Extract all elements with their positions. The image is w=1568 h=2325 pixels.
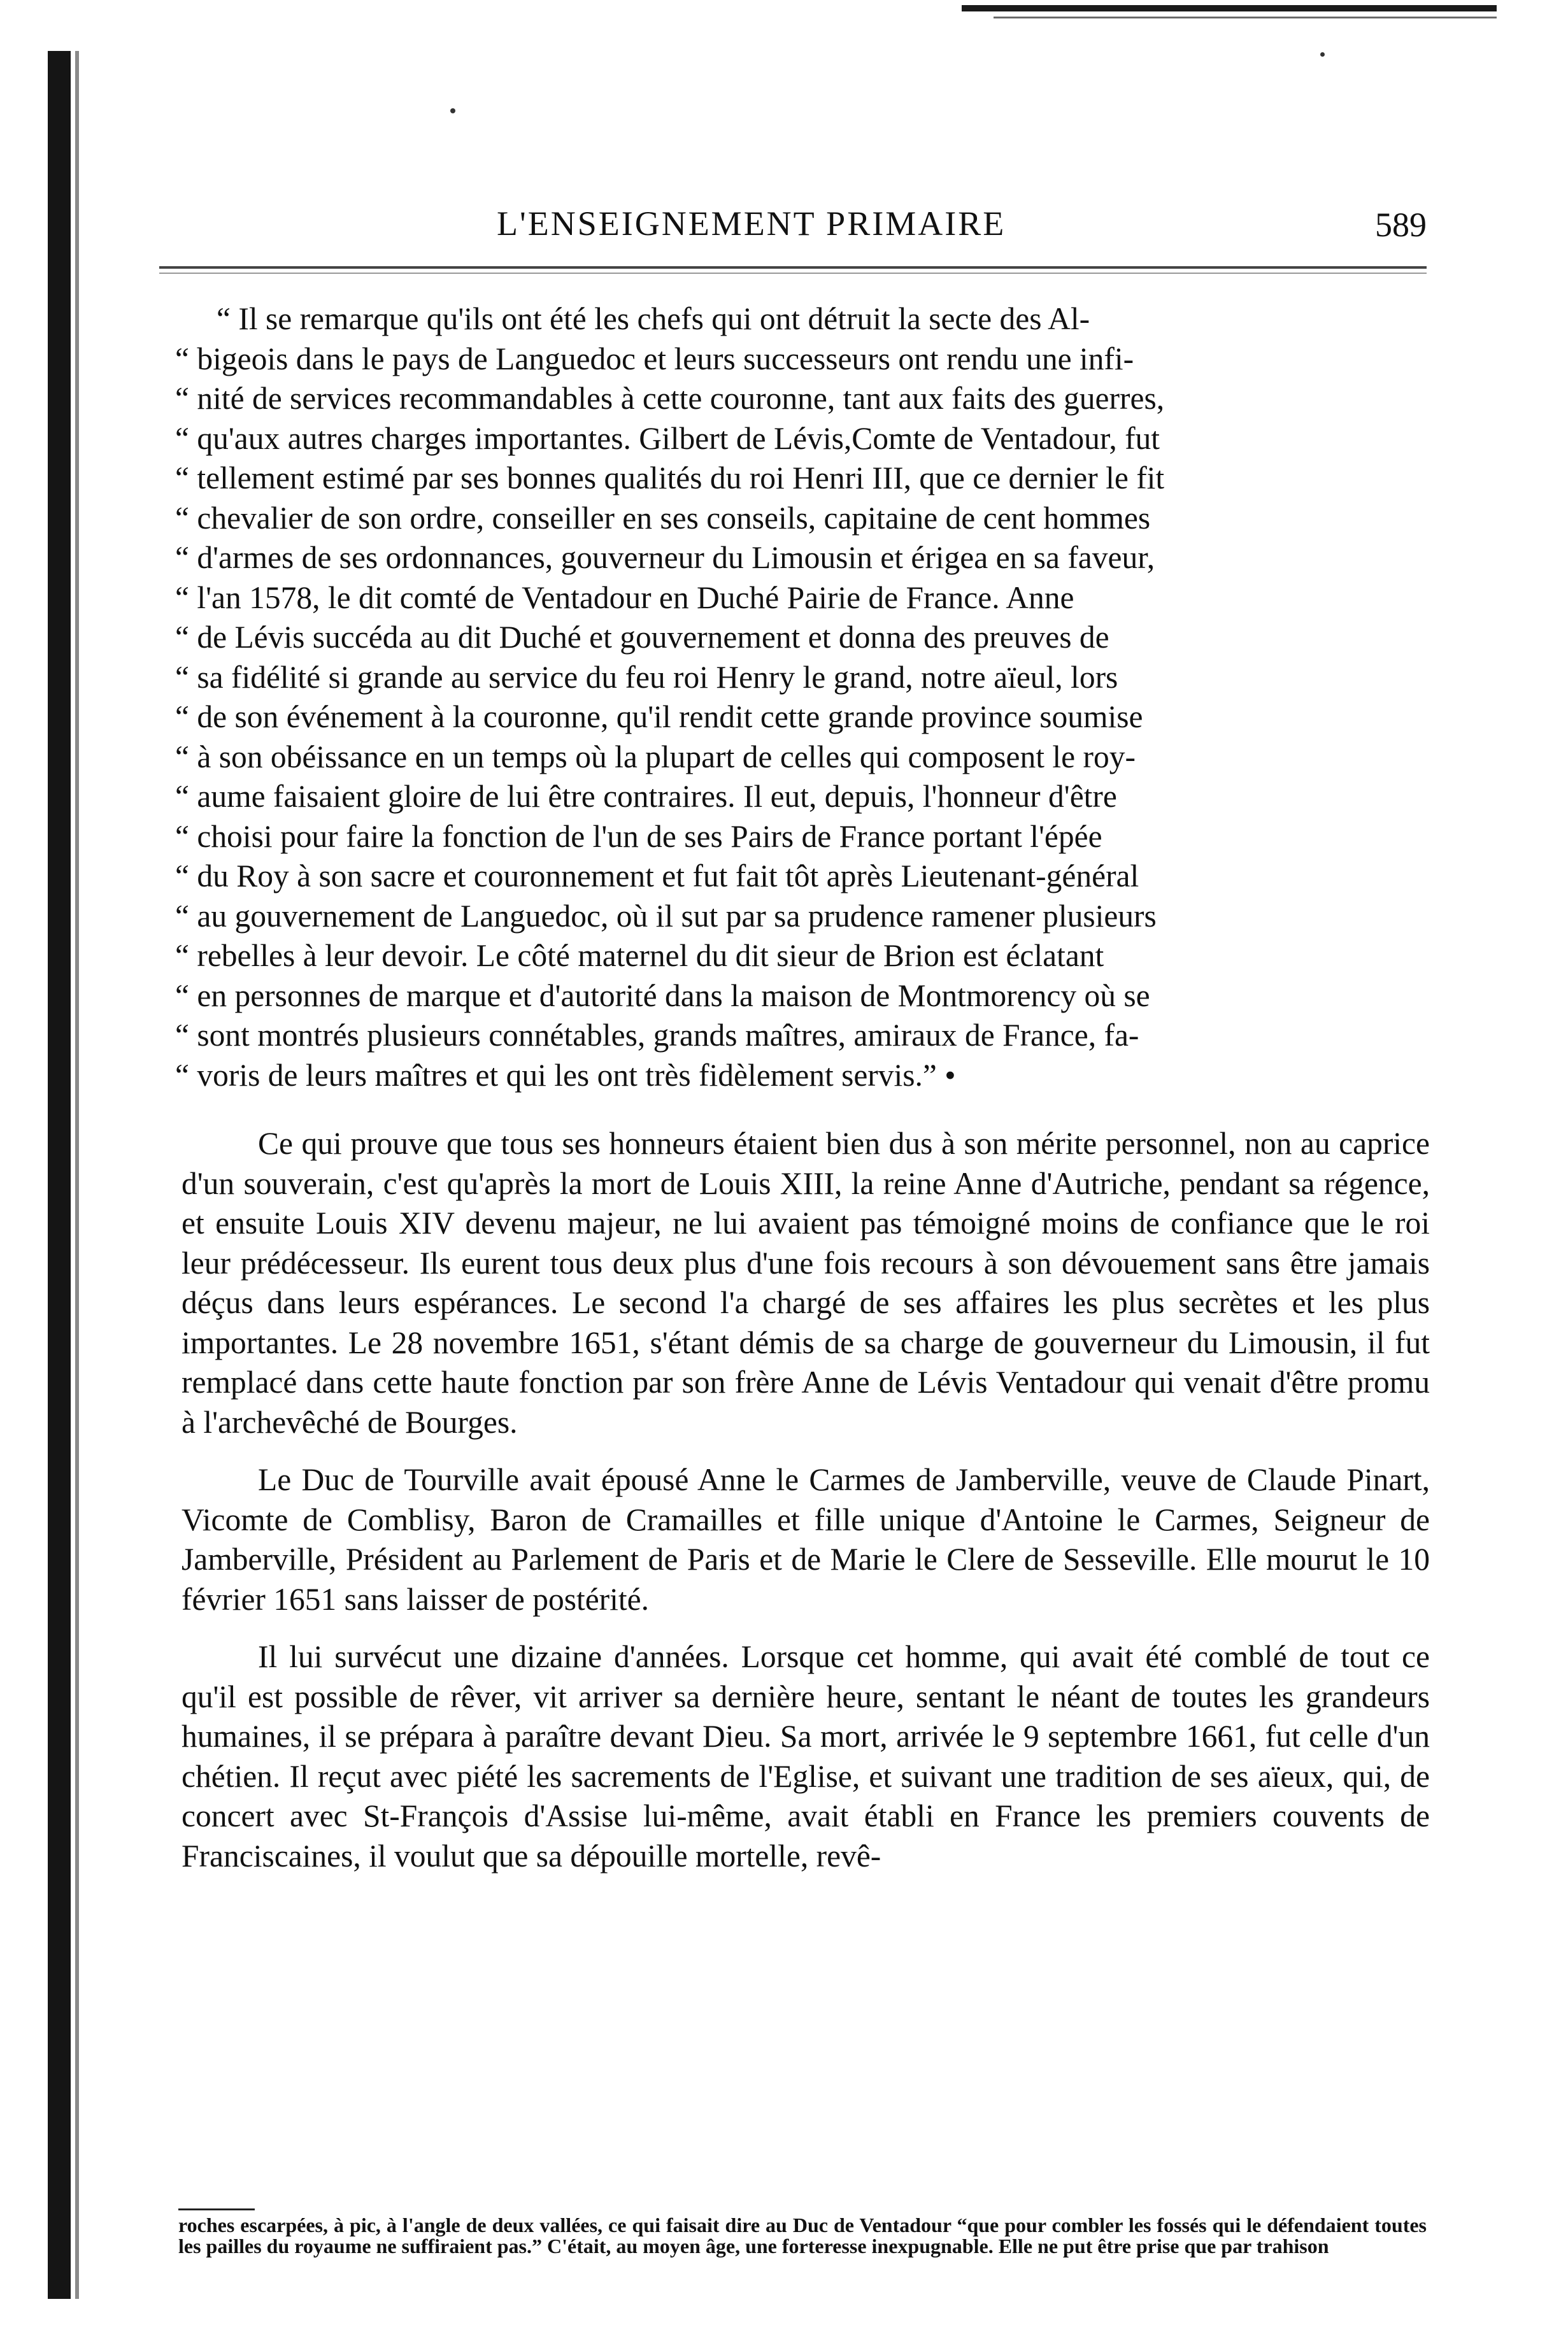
header-rule-thin	[159, 273, 1427, 274]
quote-line: “ Il se remarque qu'ils ont été les chefs qui ont détruit la secte des Al-	[217, 301, 1090, 336]
quote-line: “ de son événement à la couronne, qu'il rendit cette grande province soumise	[175, 699, 1143, 734]
quote-line: “ qu'aux autres charges importantes. Gilbert de Lévis,Comte de Ventadour, fut	[175, 420, 1160, 456]
quote-line: “ tellement estimé par ses bonnes qualités du roi Henri III, que ce dernier le fit	[175, 460, 1165, 495]
page-header	[159, 204, 1427, 248]
quote-line: “ d'armes de ses ordonnances, gouverneur du Limousin et érigea en sa faveur,	[175, 540, 1155, 575]
scan-speck	[450, 108, 455, 113]
scan-speck	[1320, 52, 1325, 57]
quote-line: “ bigeois dans le pays de Languedoc et leurs successeurs ont rendu une infi-	[175, 341, 1134, 376]
quote-line: “ du Roy à son sacre et couronnement et fut fait tôt après Lieutenant-général	[175, 858, 1139, 893]
footnote: roches escarpées, à pic, à l'angle de deux vallées, ce qui faisait dire au Duc de Ventadour “que pour combler les fossés qui le défendaient toutes les pailles du royaume ne suffiraient pas.” C'était, au moyen âge, une forteresse inexpugnable. Elle ne put être prise que par trahison	[178, 2214, 1427, 2257]
body-text	[162, 299, 1430, 1876]
quote-line: “ au gouvernement de Languedoc, où il sut par sa prudence ramener plusieurs	[175, 898, 1157, 934]
quote-line: “ sont montrés plusieurs connétables, grands maîtres, amiraux de France, fa-	[175, 1018, 1139, 1053]
binding-edge	[75, 51, 79, 2299]
quote-line: “ rebelles à leur devoir. Le côté maternel du dit sieur de Brion est éclatant	[175, 938, 1104, 973]
paragraph: Il lui survécut une dizaine d'années. Lorsque cet homme, qui avait été comblé de tout ce qu'il est possible de rêver, vit arriver sa dernière heure, sentant le néant de toutes les grandeurs humaines, il se prépara à paraître devant Dieu. Sa mort, arrivée le 9 septembre 1661, fut celle d'un chétien. Il reçut avec piété les sacrements de l'Eglise, et suivant une tradition de ses aïeux, qui, de concert avec St-François d'Assise lui-même, avait établi en France les premiers couvents de Franciscaines, il voulut que sa dépouille mortelle, revê-	[182, 1639, 1430, 1874]
quote-line: “ de Lévis succéda au dit Duché et gouvernement et donna des preuves de	[175, 620, 1109, 655]
quote-line: “ à son obéissance en un temps où la plupart de celles qui composent le roy-	[175, 739, 1136, 774]
running-title: L'ENSEIGNEMENT PRIMAIRE	[497, 204, 1006, 243]
paragraph: Ce qui prouve que tous ses honneurs étaient bien dus à son mérite personnel, non au caprice d'un souverain, c'est qu'après la mort de Louis XIII, la reine Anne d'Autriche, pendant sa régence, et ensuite Louis XIV devenu majeur, ne lui avaient pas témoigné moins de confiance que le roi leur prédécesseur. Ils eurent tous deux plus d'une fois recours à son dévouement sans être jamais déçus dans leurs espérances. Le second l'a chargé de ses affaires les plus secrètes et les plus importantes. Le 28 novembre 1651, s'étant démis de sa charge de gouverneur du Limousin, il fut remplacé dans cette haute fonction par son frère Anne de Lévis Ventadour qui venait d'être promu à l'archevêché de Bourges.	[182, 1126, 1430, 1440]
page-number: 589	[1375, 206, 1427, 244]
quote-line: “ voris de leurs maîtres et qui les ont très fidèlement servis.” •	[175, 1057, 956, 1093]
quote-line: “ chevalier de son ordre, conseiller en ses conseils, capitaine de cent hommes	[175, 500, 1151, 536]
quote-line: “ en personnes de marque et d'autorité dans la maison de Montmorency où se	[175, 978, 1150, 1013]
quote-line: “ nité de services recommandables à cette couronne, tant aux faits des guerres,	[175, 381, 1165, 416]
scan-top-mark-thin	[994, 17, 1497, 18]
paragraph: Le Duc de Tourville avait épousé Anne le Carmes de Jamberville, veuve de Claude Pinart, Vicomte de Comblisy, Baron de Cramailles et fille unique d'Antoine le Carmes, Seigneur de Jamberville, Président au Parlement de Paris et de Marie le Clere de Sesseville. Elle mourut le 10 février 1651 sans laisser de postérité.	[182, 1462, 1430, 1617]
header-rule	[159, 266, 1427, 269]
scan-top-mark	[962, 5, 1497, 11]
binding-shadow	[48, 51, 71, 2299]
quote-line: “ sa fidélité si grande au service du feu roi Henry le grand, notre aïeul, lors	[175, 659, 1118, 695]
quote-line: “ l'an 1578, le dit comté de Ventadour en Duché Pairie de France. Anne	[175, 579, 1074, 615]
quote-line: “ aume faisaient gloire de lui être contraires. Il eut, depuis, l'honneur d'être	[175, 779, 1117, 814]
quote-line: “ choisi pour faire la fonction de l'un de ses Pairs de France portant l'épée	[175, 818, 1102, 854]
quotation-block	[162, 299, 1430, 1095]
footnote-rule	[178, 2208, 255, 2210]
